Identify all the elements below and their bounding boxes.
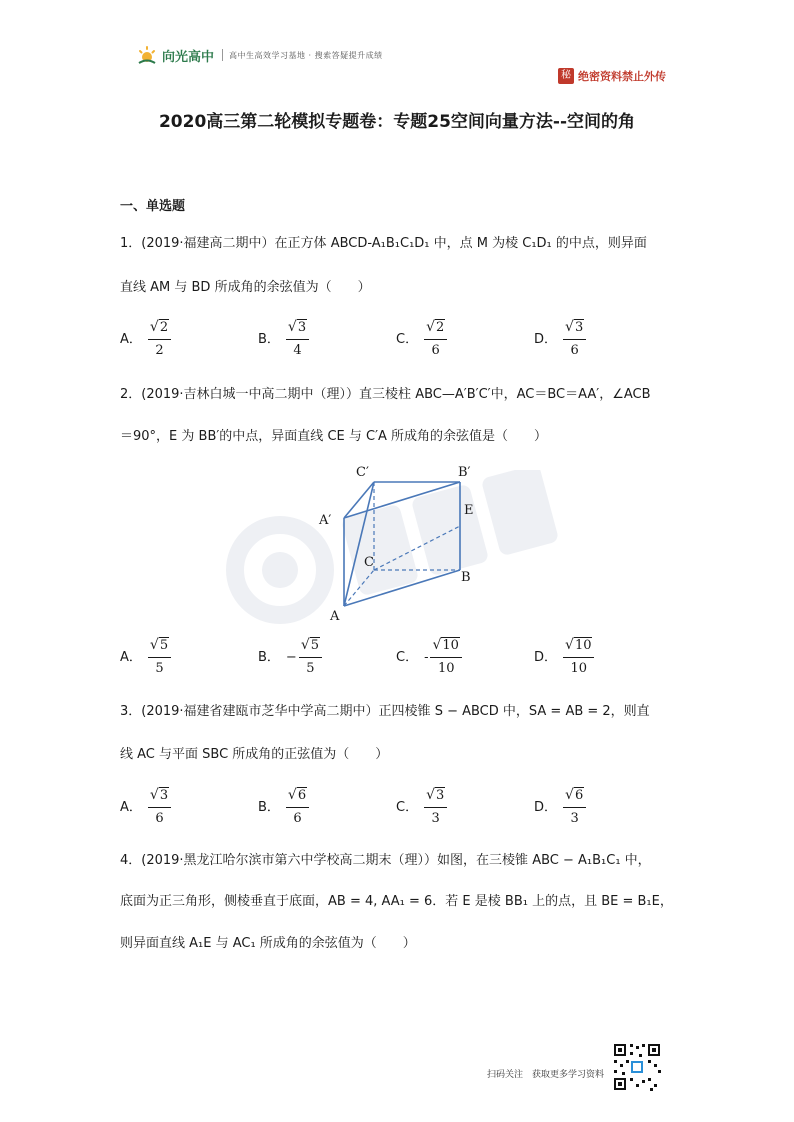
denominator: 2 [155,343,164,358]
option-letter: C． [396,799,419,815]
question-3-option-b[interactable] [258,786,396,829]
qr-code-icon[interactable] [612,1042,662,1092]
sun-logo-icon [136,44,158,66]
confidential-label: 绝密资料禁止外传 [578,70,666,83]
fraction: √ 6 3 [563,786,586,829]
question-3-option-a[interactable] [120,786,258,829]
fraction: √ 3 6 [148,786,171,829]
denominator: 6 [431,343,440,358]
denominator: 5 [155,661,164,676]
label-c: C [364,555,374,570]
edge-ab [344,570,460,606]
radicand: 5 [159,638,169,653]
minus-sign: − [285,649,297,665]
option-letter: A． [120,331,142,347]
question-1-option-c[interactable] [396,318,534,361]
question-1-options [120,318,680,361]
fraction: √ 3 6 [563,318,586,361]
label-b: B [461,570,471,585]
radicand: 6 [297,788,307,803]
option-letter: C． [396,649,419,665]
option-letter: D． [534,799,558,815]
question-2-line-2: ＝90°，E 为 BB′的中点，异面直线 CE 与 C′A 所成角的余弦值是（ ） [120,429,548,444]
denominator: 4 [293,343,302,358]
question-2-line-1: 2．(2019·吉林白城一中高二期中（理））直三棱柱 ABC—A′B′C′中，AC＝BC＝AA′，∠ACB [120,387,651,402]
label-b1: B′ [458,465,471,480]
radicand: 6 [574,788,584,803]
question-3-option-d[interactable] [534,786,672,829]
section-heading: 一、单选题 [120,199,186,214]
question-1-option-d[interactable] [534,318,672,361]
question-4-line-1: 4．(2019·黑龙江哈尔滨市第六中学校高二期末（理））如图，在三棱锥 ABC − A₁B₁C₁ 中， [120,853,651,868]
denominator: 10 [437,661,455,676]
fraction: √ 2 6 [424,318,447,361]
question-3-options [120,786,680,829]
question-4-line-2: 底面为正三角形，侧棱垂直于底面，AB = 4, AA₁ = 6．若 E 是棱 BB₁ 上的点，且 BE = B₁E， [120,894,673,909]
option-letter: B． [258,331,280,347]
label-c1: C′ [356,465,369,480]
fraction: √ 3 4 [286,318,309,361]
question-3-line-2: 线 AC 与平面 SBC 所成角的正弦值为（ ） [120,747,389,762]
denominator: 6 [570,343,579,358]
brand-divider [222,49,223,61]
question-4-line-3: 则异面直线 A₁E 与 AC₁ 所成角的余弦值为（ ） [120,936,416,951]
radicand: 5 [310,638,320,653]
option-letter: B． [258,649,280,665]
question-1-option-a[interactable] [120,318,258,361]
option-letter: B． [258,799,280,815]
radicand: 2 [436,320,445,335]
minus-sign: - [424,649,429,665]
fraction: √ 3 3 [424,786,447,829]
prism-figure [316,460,486,629]
question-2-options [120,636,680,679]
question-1-line-2: 直线 AM 与 BD 所成角的余弦值为（ ） [120,280,371,295]
fraction: √ 6 6 [286,786,309,829]
radicand: 3 [436,788,445,803]
question-2-option-c[interactable] [396,636,534,679]
question-1-line-1: 1．(2019·福建高二期中）在正方体 ABCD-A₁B₁C₁D₁ 中，点 M 为棱 C₁D₁ 的中点，则异面 [120,236,647,251]
option-letter: A． [120,799,142,815]
radicand: 2 [159,320,169,335]
fraction: √ 2 2 [148,318,171,361]
denominator: 10 [570,661,588,676]
denominator: 5 [306,661,315,676]
secret-stamp-icon: 秘 [558,68,574,84]
radicand: 10 [574,638,592,653]
fraction: √ 5 5 [299,636,322,679]
question-2-option-d[interactable] [534,636,672,679]
option-letter: C． [396,331,419,347]
label-a1: A′ [319,513,332,528]
radicand: 3 [159,788,169,803]
radicand: 3 [297,320,307,335]
confidential-badge [558,68,666,84]
question-3-line-1: 3．(2019·福建省建瓯市芝华中学高二期中）正四棱锥 S − ABCD 中，SA = AB = 2，则直 [120,704,650,719]
denominator: 6 [155,811,164,826]
segment-ce-hidden [374,526,460,570]
denominator: 6 [293,811,302,826]
brand-slogan: 高中生高效学习基地 · 搜索答疑提升成绩 [229,50,383,60]
radicand: 10 [442,638,459,653]
edge-a1b1 [344,482,460,518]
option-letter: A． [120,649,142,665]
denominator: 3 [570,811,579,826]
label-e: E [464,503,474,518]
label-a: A [330,609,340,624]
fraction: √ 5 5 [148,636,171,679]
fraction: √ 10 10 [430,636,461,679]
question-2-option-b[interactable] [258,636,396,679]
brand-logo [136,44,383,66]
fraction: √ 10 10 [563,636,594,679]
brand-name: 向光高中 [162,49,215,65]
question-1-option-b[interactable] [258,318,396,361]
denominator: 3 [431,811,440,826]
question-3-option-c[interactable] [396,786,534,829]
option-letter: D． [534,331,558,347]
page-title: 2020高三第二轮模拟专题卷：专题25空间向量方法--空间的角 [158,112,636,132]
question-2-option-a[interactable] [120,636,258,679]
radicand: 3 [574,320,584,335]
option-letter: D． [534,649,558,665]
footer-caption: 扫码关注 获取更多学习资料 [486,1070,604,1080]
